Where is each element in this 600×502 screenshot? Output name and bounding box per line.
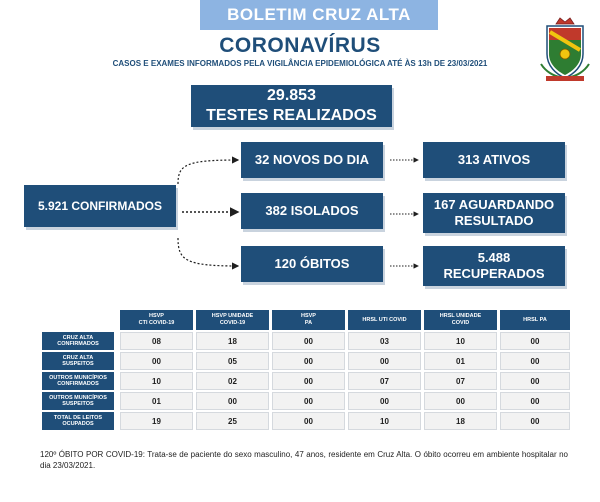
table-cell: 00 xyxy=(272,412,345,430)
table-cell: 02 xyxy=(196,372,269,390)
confirmed-label: 5.921 CONFIRMADOS xyxy=(37,198,163,213)
page-title: CORONAVÍRUS xyxy=(219,34,381,57)
row-label: CRUZ ALTA CONFIRMADOS xyxy=(42,332,114,350)
table-cell: 00 xyxy=(196,392,269,410)
table-cell: 19 xyxy=(120,412,193,430)
col-header: HSVP PA xyxy=(272,310,345,330)
tests-value: 29.853 xyxy=(267,87,316,104)
recovered-line2: RECUPERADOS xyxy=(443,266,545,281)
bulletin-banner-text: BOLETIM CRUZ ALTA xyxy=(227,5,411,24)
bulletin-banner xyxy=(200,0,438,30)
table-cell: 00 xyxy=(272,372,345,390)
table-cell: 10 xyxy=(424,332,497,350)
awaiting-box xyxy=(423,193,565,233)
table-cell: 00 xyxy=(348,352,421,370)
table-cell: 00 xyxy=(500,392,570,410)
table-cell: 25 xyxy=(196,412,269,430)
active-box xyxy=(423,142,565,178)
tests-label: TESTES REALIZADOS xyxy=(206,107,377,124)
recovered-line1: 5.488 xyxy=(477,249,511,265)
table-cell: 07 xyxy=(424,372,497,390)
table-cell: 00 xyxy=(500,352,570,370)
death-note: 120º ÓBITO POR COVID-19: Trata-se de paciente do sexo masculino, 47 anos, residente em Cruz Alta. O óbito ocorreu em ambiente hospitalar no dia 23/03/2021. xyxy=(40,450,568,470)
table-cell: 00 xyxy=(424,392,497,410)
isolated-box xyxy=(241,193,383,229)
table-cell: 00 xyxy=(272,332,345,350)
table-cell: 00 xyxy=(120,352,193,370)
table-cell: 00 xyxy=(272,352,345,370)
table-cell: 05 xyxy=(196,352,269,370)
table-cell: 08 xyxy=(120,332,193,350)
table-cell: 18 xyxy=(196,332,269,350)
table-cell: 00 xyxy=(272,392,345,410)
awaiting-line2: RESULTADO xyxy=(454,213,534,228)
new-cases-label: 32 NOVOS DO DIA xyxy=(254,151,370,167)
col-header: HRSL UTI COVID xyxy=(348,310,421,330)
connector-to-deaths xyxy=(178,238,238,266)
table-cell: 10 xyxy=(120,372,193,390)
table-cell: 01 xyxy=(424,352,497,370)
confirmed-box xyxy=(24,185,176,227)
table-cell: 03 xyxy=(348,332,421,350)
table-cell: 00 xyxy=(500,412,570,430)
recovered-box xyxy=(423,246,565,286)
table-cell: 01 xyxy=(120,392,193,410)
row-label: OUTROS MUNICÍPIOS CONFIRMADOS xyxy=(42,372,114,390)
new-cases-box xyxy=(241,142,383,178)
table-cell: 10 xyxy=(348,412,421,430)
row-label: TOTAL DE LEITOS OCUPADOS xyxy=(42,412,114,430)
col-header: HRSL UNIDADE COVID xyxy=(424,310,497,330)
active-label: 313 ATIVOS xyxy=(457,151,531,167)
tests-box xyxy=(191,85,392,127)
municipal-coat-of-arms-icon xyxy=(538,14,592,82)
table-cell: 00 xyxy=(500,372,570,390)
deaths-box xyxy=(241,246,383,282)
table-cell: 07 xyxy=(348,372,421,390)
table-cell: 18 xyxy=(424,412,497,430)
col-header: HSVP CTI COVID-19 xyxy=(120,310,193,330)
connector-to-new xyxy=(178,160,238,184)
col-header: HSVP UNIDADE COVID-19 xyxy=(196,310,269,330)
isolated-label: 382 ISOLADOS xyxy=(265,202,359,218)
table-cell: 00 xyxy=(500,332,570,350)
page-subtitle: CASOS E EXAMES INFORMADOS PELA VIGILÂNCIA EPIDEMIOLÓGICA ATÉ ÀS 13h DE 23/03/2021 xyxy=(112,59,488,68)
row-label: OUTROS MUNICÍPIOS SUSPEITOS xyxy=(42,392,114,410)
table-cell: 00 xyxy=(348,392,421,410)
row-label: CRUZ ALTA SUSPEITOS xyxy=(42,352,114,370)
awaiting-line1: 167 AGUARDANDO xyxy=(433,196,555,212)
deaths-label: 120 ÓBITOS xyxy=(274,255,350,271)
col-header: HRSL PA xyxy=(500,310,570,330)
